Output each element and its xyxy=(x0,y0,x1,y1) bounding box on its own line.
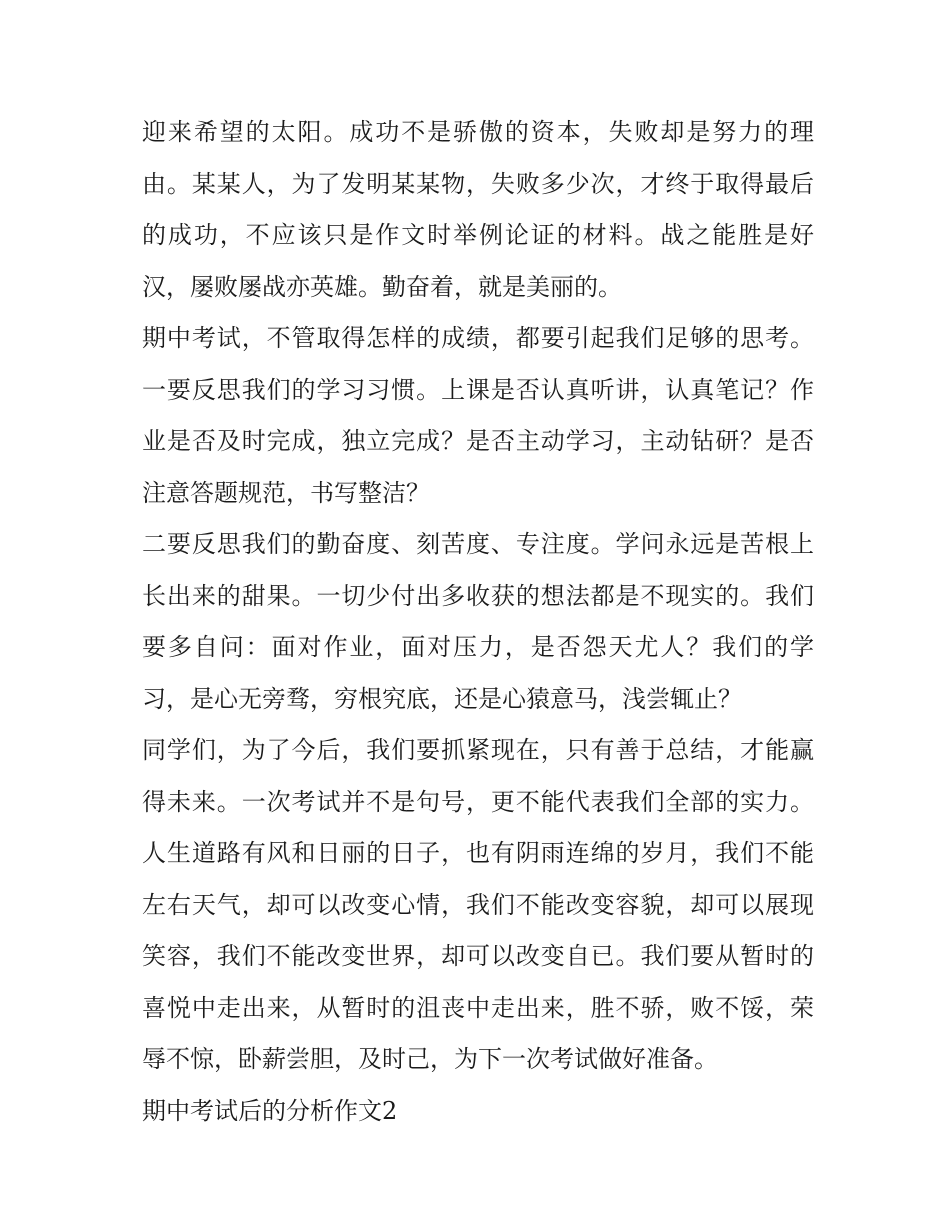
text-line: 注意答题规范，书写整洁？ xyxy=(142,478,430,507)
text-line: 业是否及时完成，独立完成？是否主动学习，主动钻研？是否 xyxy=(142,427,814,455)
text-line: 得未来。一次考试并不是句号，更不能代表我们全部的实力。 xyxy=(142,787,814,816)
paragraph xyxy=(142,725,814,1086)
document-body xyxy=(142,107,814,1137)
text-line: 习，是心无旁骛，穷根究底，还是心猿意马，浅尝辄止？ xyxy=(142,684,742,713)
text-line: 一要反思我们的学习习惯。上课是否认真听讲，认真笔记？作 xyxy=(142,375,814,404)
text-line: 同学们，为了今后，我们要抓紧现在，只有善于总结，才能赢 xyxy=(142,736,814,764)
text-line: 左右天气，却可以改变心情，我们不能改变容貌，却可以展现 xyxy=(142,890,814,919)
text-line: 笑容，我们不能改变世界，却可以改变自已。我们要从暂时的 xyxy=(142,942,814,970)
text-line: 喜悦中走出来，从暂时的沮丧中走出来，胜不骄，败不馁，荣 xyxy=(142,993,814,1022)
text-line: 迎来希望的太阳。成功不是骄傲的资本，失败却是努力的理 xyxy=(142,118,814,146)
text-line: 汉，屡败屡战亦英雄。勤奋着，就是美丽的。 xyxy=(142,272,622,301)
text-line: 人生道路有风和日丽的日子，也有阴雨连绵的岁月，我们不能 xyxy=(142,839,814,867)
text-line: 的成功，不应该只是作文时举例论证的材料。战之能胜是好 xyxy=(142,221,814,249)
text-line: 辱不惊，卧薪尝胆，及时己，为下一次考试做好准备。 xyxy=(142,1045,718,1073)
text-line: 期中考试，不管取得怎样的成绩，都要引起我们足够的思考。 xyxy=(142,324,814,352)
section-heading: 期中考试后的分析作文2 xyxy=(142,1096,398,1125)
paragraph xyxy=(142,365,814,520)
text-line: 要多自问：面对作业，面对压力，是否怨天尤人？我们的学 xyxy=(142,633,814,661)
text-line: 由。某某人，为了发明某某物，失败多少次，才终于取得最后 xyxy=(142,169,814,198)
text-line: 长出来的甜果。一切少付出多收获的想法都是不现实的。我们 xyxy=(142,581,814,610)
text-line: 二要反思我们的勤奋度、刻苦度、专注度。学问永远是苦根上 xyxy=(142,530,814,558)
paragraph xyxy=(142,519,814,725)
paragraph xyxy=(142,107,814,313)
paragraph xyxy=(142,313,814,365)
